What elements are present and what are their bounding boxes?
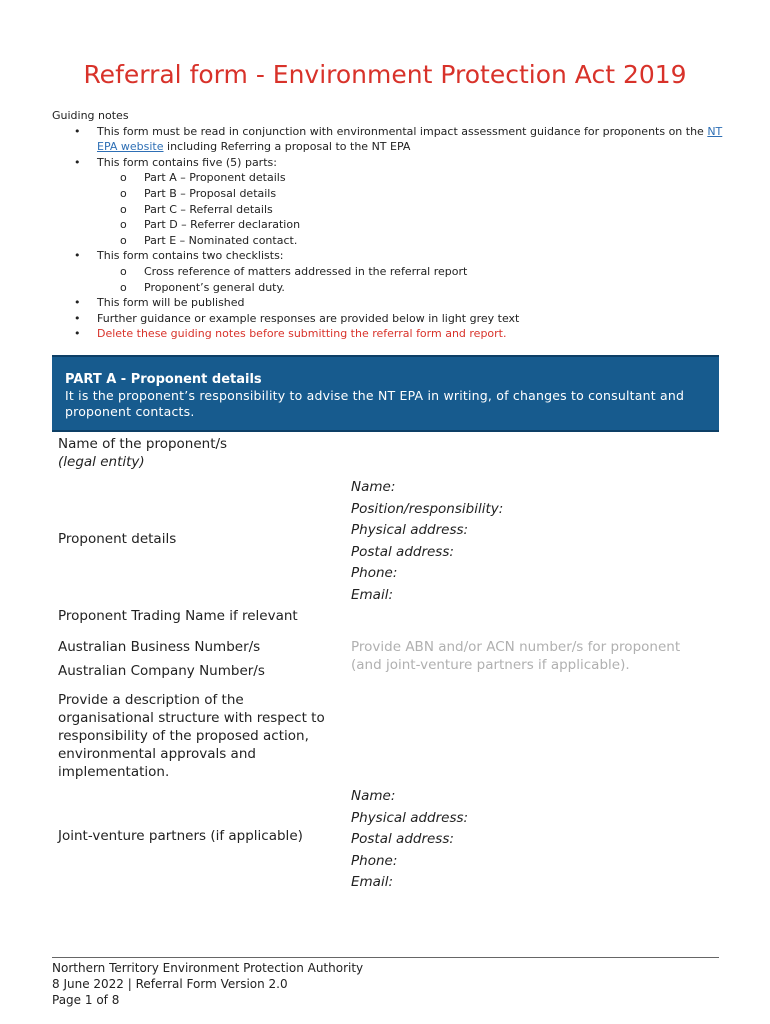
- sub-bullet-icon: o: [120, 233, 127, 247]
- list-subitem: o Part B – Proposal details: [120, 186, 277, 200]
- bullet-icon: •: [74, 249, 81, 263]
- list-subitem: o Part C – Referral details: [120, 202, 273, 216]
- proponent-details-label: Proponent details: [58, 531, 177, 547]
- list-item: • This form contains two checklists:: [74, 249, 284, 263]
- list-subitem: o Part E – Nominated contact.: [120, 233, 298, 247]
- bullet-icon: •: [74, 311, 81, 325]
- list-item-warning: • Delete these guiding notes before submitting the referral form and report.: [74, 327, 507, 341]
- name-field[interactable]: Name:: [351, 479, 396, 495]
- proponent-details-values: [351, 477, 503, 606]
- list-subitem: o Part A – Proponent details: [120, 171, 286, 185]
- bullet-icon: •: [74, 124, 81, 138]
- footer-page-number: Page 1 of 8: [52, 993, 120, 1007]
- bullet-icon: •: [74, 155, 81, 169]
- sub-bullet-icon: o: [120, 202, 127, 216]
- jv-partner-values: [351, 786, 468, 894]
- part-a-description: It is the proponent’s responsibility to advise the NT EPA in writing, of changes to consultant and proponent contacts.: [65, 388, 685, 419]
- footer-version: 8 June 2022 | Referral Form Version 2.0: [52, 977, 288, 991]
- physical-address-field[interactable]: Physical address:: [351, 522, 469, 538]
- guiding-notes: [52, 108, 742, 342]
- sub-bullet-icon: o: [120, 264, 127, 278]
- proponent-name-label: Name of the proponent/s (legal entity): [58, 436, 228, 470]
- legal-entity-label: (legal entity): [58, 454, 145, 470]
- page-title: Referral form - Environment Protection Act 2019: [83, 60, 687, 89]
- jv-email-field[interactable]: Email:: [351, 874, 394, 890]
- list-item: • Further guidance or example responses are provided below in light grey text: [74, 311, 520, 325]
- jv-partners-label: Joint-venture partners (if applicable): [58, 828, 303, 844]
- abn-label: Australian Business Number/s: [58, 639, 261, 655]
- bullet-icon: •: [74, 327, 81, 341]
- page-footer: [52, 957, 719, 1008]
- list-item: • This form contains five (5) parts:: [74, 155, 277, 169]
- list-subitem: o Proponent’s general duty.: [120, 280, 285, 294]
- guiding-notes-heading: Guiding notes: [52, 109, 129, 122]
- org-structure-label: Provide a description of the organisational structure with respect to responsibility of the proposed action, environmental approvals and implementation.: [58, 692, 325, 780]
- list-item: • This form will be published: [74, 296, 245, 310]
- list-subitem: o Part D – Referrer declaration: [120, 218, 301, 232]
- list-item: • This form must be read in conjunction with environmental impact assessment guidance for proponents on the NT EPA website including Referring a proposal to the NT EPA: [74, 124, 723, 154]
- jv-phone-field[interactable]: Phone:: [351, 852, 398, 869]
- part-a-title: PART A - Proponent details: [65, 372, 262, 387]
- bullet-icon: •: [74, 296, 81, 310]
- sub-bullet-icon: o: [120, 218, 127, 232]
- sub-bullet-icon: o: [120, 171, 127, 185]
- jv-physical-address-field[interactable]: Physical address:: [351, 809, 469, 826]
- sub-bullet-icon: o: [120, 280, 127, 294]
- jv-postal-address-field[interactable]: Postal address:: [351, 831, 454, 847]
- trading-name-label: Proponent Trading Name if relevant: [58, 608, 298, 624]
- acn-label: Australian Company Number/s: [58, 663, 265, 679]
- list-subitem: o Cross reference of matters addressed in the referral report: [120, 264, 468, 278]
- position-field[interactable]: Position/responsibility:: [351, 500, 504, 517]
- nt-epa-website-link[interactable]: NT EPA website: [97, 124, 723, 154]
- sub-bullet-icon: o: [120, 186, 127, 200]
- abn-acn-hint[interactable]: Provide ABN and/or ACN number/s for proponent (and joint-venture partners if applicable).: [351, 639, 681, 673]
- footer-org: Northern Territory Environment Protection Authority: [52, 961, 364, 975]
- part-a-banner: [52, 355, 719, 432]
- jv-name-field[interactable]: Name:: [351, 788, 396, 804]
- postal-address-field[interactable]: Postal address:: [351, 543, 454, 560]
- email-field[interactable]: Email:: [351, 586, 394, 603]
- phone-field[interactable]: Phone:: [351, 565, 398, 581]
